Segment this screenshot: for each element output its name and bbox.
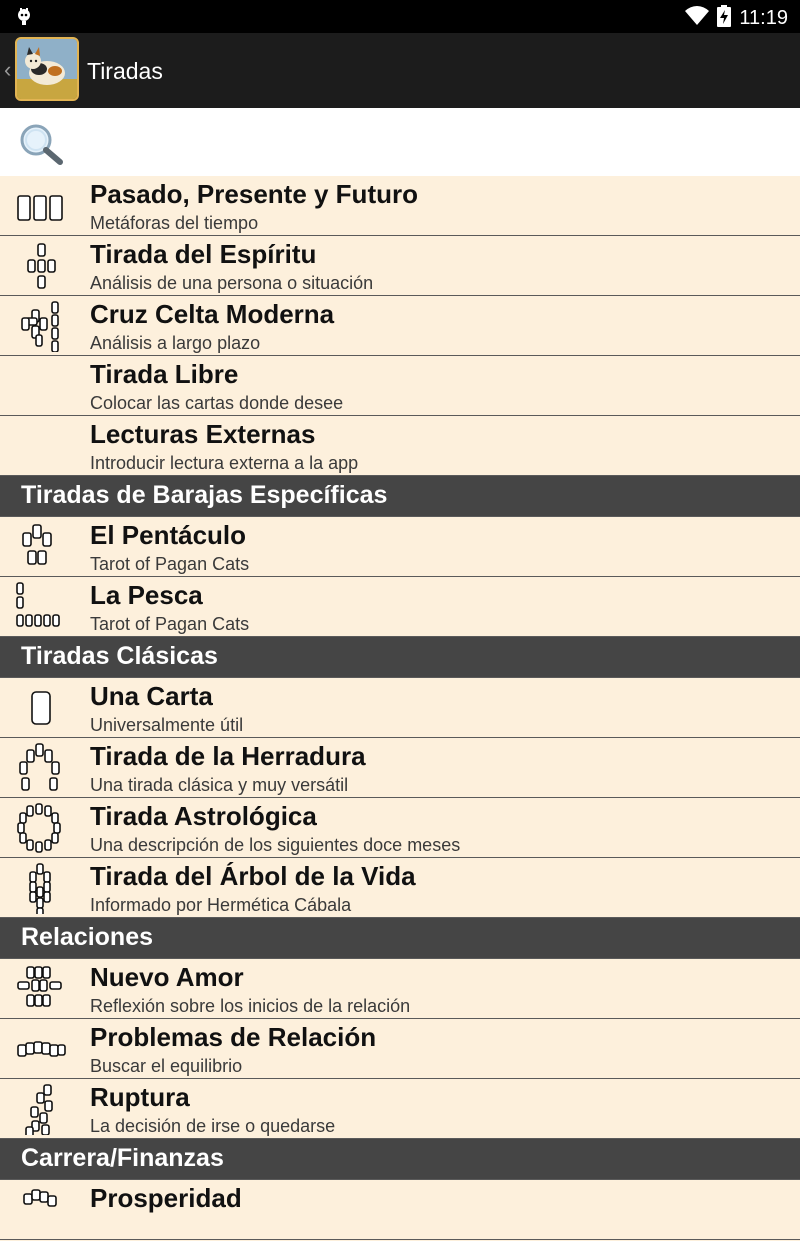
card-slot <box>32 1190 40 1200</box>
card-slot <box>48 260 55 272</box>
card-slot <box>43 533 51 546</box>
list-item[interactable] <box>0 959 800 1019</box>
spread-thumbnail <box>14 802 68 854</box>
spread-thumbnail <box>14 180 68 232</box>
card-slot <box>53 615 59 626</box>
card-slot <box>22 778 29 790</box>
list-item-title: Tirada de la Herradura <box>90 741 366 771</box>
card-slot <box>58 1045 65 1055</box>
card-slot <box>40 1192 48 1202</box>
card-slot <box>42 1125 49 1135</box>
list-item-title: Una Carta <box>90 681 213 711</box>
list-item[interactable] <box>0 1079 800 1139</box>
card-slot <box>38 276 45 288</box>
list-item[interactable] <box>0 176 800 236</box>
card-slot <box>43 995 50 1006</box>
new-love-spread-icon <box>14 963 68 1015</box>
card-slot <box>54 823 60 833</box>
list-item-title: El Pentáculo <box>90 520 247 550</box>
card-slot <box>17 597 23 608</box>
card-slot <box>30 892 36 902</box>
three-cards-spread-icon <box>14 180 68 232</box>
card-slot <box>34 196 46 220</box>
card-slot <box>27 806 33 816</box>
card-slot <box>50 196 62 220</box>
pentacle-spread-icon <box>14 521 68 573</box>
card-slot <box>20 833 26 843</box>
list-item-title: Ruptura <box>90 1082 190 1112</box>
card-slot <box>35 967 42 978</box>
card-slot <box>40 1113 47 1123</box>
spread-thumbnail <box>14 963 68 1015</box>
card-slot <box>38 551 46 564</box>
card-slot <box>26 1043 34 1054</box>
card-slot <box>50 1045 58 1056</box>
card-slot <box>52 315 58 326</box>
list-item-subtitle: Reflexión sobre los inicios de la relación <box>90 996 411 1016</box>
spread-thumbnail <box>14 682 68 734</box>
battery-charging-icon <box>717 5 731 32</box>
card-slot <box>24 1194 32 1204</box>
list-item[interactable] <box>0 296 800 356</box>
card-slot <box>42 1043 50 1054</box>
card-slot <box>26 615 32 626</box>
section-header: Tiradas de Barajas Específicas <box>0 476 800 517</box>
card-slot <box>43 967 50 978</box>
list-item-subtitle: Una descripción de los siguientes doce meses <box>90 835 461 855</box>
card-slot <box>36 842 42 852</box>
card-slot <box>37 908 43 914</box>
card-slot <box>44 615 50 626</box>
spread-thumbnail <box>14 581 68 633</box>
android-notification-icon <box>16 6 32 31</box>
card-slot <box>32 980 39 991</box>
card-slot <box>44 872 50 882</box>
section-header: Relaciones <box>0 918 800 959</box>
spread-thumbnail <box>14 300 68 352</box>
spread-thumbnail <box>14 742 68 794</box>
spread-thumbnail <box>14 521 68 573</box>
list-item[interactable] <box>0 416 800 476</box>
list-item-title: Prosperidad <box>90 1183 242 1213</box>
list-item[interactable] <box>0 738 800 798</box>
card-slot <box>18 1045 26 1056</box>
list-item-title: Problemas de Relación <box>90 1022 377 1052</box>
card-slot <box>36 335 42 346</box>
list-item-subtitle: Análisis de una persona o situación <box>90 273 374 293</box>
list-item-title: Tirada del Árbol de la Vida <box>90 861 416 891</box>
card-slot <box>44 1085 51 1095</box>
list-item[interactable] <box>0 858 800 918</box>
list-item-title: Tirada Libre <box>90 359 239 389</box>
list-item-subtitle: Tarot of Pagan Cats <box>90 554 250 574</box>
search-icon[interactable] <box>18 122 64 171</box>
card-slot <box>36 744 43 756</box>
celtic-cross-spread-icon <box>14 300 68 352</box>
card-slot <box>28 551 36 564</box>
card-slot <box>23 533 31 546</box>
list-item-title: Pasado, Presente y Futuro <box>90 179 418 209</box>
list-item-subtitle: Introducir lectura externa a la app <box>90 453 359 473</box>
app-logo-cat-icon[interactable] <box>15 37 79 101</box>
card-slot <box>45 840 51 850</box>
card-slot <box>44 882 50 892</box>
list-item-subtitle: La decisión de irse o quedarse <box>90 1116 336 1136</box>
section-header: Carrera/Finanzas <box>0 1139 800 1180</box>
status-bar <box>0 0 800 33</box>
list-item-subtitle: Tarot of Pagan Cats <box>90 614 250 634</box>
card-slot <box>34 1042 42 1053</box>
card-slot <box>37 898 43 908</box>
tree-of-life-spread-icon <box>14 862 68 914</box>
spread-list <box>0 176 800 1240</box>
app-title: Tiradas <box>87 58 163 84</box>
card-slot <box>22 318 29 330</box>
card-slot <box>27 967 34 978</box>
relationship-problems-spread-icon <box>14 1023 68 1075</box>
card-slot <box>44 892 50 902</box>
list-item-subtitle: Informado por Hermética Cábala <box>90 895 352 915</box>
list-item[interactable] <box>0 1019 800 1079</box>
card-slot <box>37 1093 44 1103</box>
card-slot <box>26 1127 33 1135</box>
spread-thumbnail <box>14 1184 68 1236</box>
search-bar[interactable] <box>0 108 800 176</box>
spread-thumbnail <box>14 360 68 412</box>
card-slot <box>27 750 34 762</box>
astrological-spread-icon <box>14 802 68 854</box>
card-slot <box>38 244 45 256</box>
card-slot <box>35 995 42 1006</box>
prosperity-spread-icon <box>14 1184 68 1236</box>
list-item[interactable] <box>0 1180 800 1240</box>
list-item[interactable] <box>0 678 800 738</box>
card-slot <box>20 813 26 823</box>
card-slot <box>18 823 24 833</box>
card-slot <box>17 615 23 626</box>
card-slot <box>18 982 29 989</box>
card-slot <box>52 302 58 313</box>
clock: 11:19 <box>739 7 788 29</box>
card-slot <box>40 318 47 330</box>
card-slot <box>27 840 33 850</box>
action-bar <box>0 33 800 108</box>
wifi-icon <box>685 6 709 31</box>
card-slot <box>33 525 41 538</box>
card-slot <box>45 806 51 816</box>
card-slot <box>45 1101 52 1111</box>
spread-thumbnail <box>14 862 68 914</box>
card-slot <box>35 615 41 626</box>
list-item[interactable] <box>0 798 800 858</box>
card-slot <box>20 762 27 774</box>
list-item-title: Cruz Celta Moderna <box>90 299 335 329</box>
card-slot <box>52 762 59 774</box>
card-slot <box>40 980 47 991</box>
list-item-title: Tirada del Espíritu <box>90 239 317 269</box>
list-item-subtitle: Metáforas del tiempo <box>90 213 259 233</box>
card-slot <box>52 813 58 823</box>
spread-thumbnail <box>14 420 68 472</box>
card-slot <box>31 1107 38 1117</box>
card-slot <box>50 778 57 790</box>
list-item-title: La Pesca <box>90 580 203 610</box>
card-slot <box>45 750 52 762</box>
card-slot <box>38 260 45 272</box>
list-item-title: Lecturas Externas <box>90 419 316 449</box>
card-slot <box>37 864 43 874</box>
card-slot <box>52 833 58 843</box>
section-header: Tiradas Clásicas <box>0 637 800 678</box>
breakup-spread-icon <box>14 1083 68 1135</box>
list-item[interactable] <box>0 577 800 637</box>
list-item-title: Tirada Astrológica <box>90 801 317 831</box>
list-item[interactable] <box>0 236 800 296</box>
card-slot <box>27 995 34 1006</box>
list-item-subtitle: Colocar las cartas donde desee <box>90 393 344 413</box>
list-item-subtitle: Análisis a largo plazo <box>90 333 261 353</box>
card-slot <box>30 872 36 882</box>
card-slot <box>28 260 35 272</box>
spread-thumbnail <box>14 240 68 292</box>
card-slot <box>52 341 58 352</box>
card-slot <box>50 982 61 989</box>
card-slot <box>37 887 43 897</box>
list-item-subtitle: Buscar el equilibrio <box>90 1056 243 1076</box>
list-item[interactable] <box>0 517 800 577</box>
one-card-icon <box>14 682 68 734</box>
card-slot <box>32 692 50 724</box>
card-slot <box>36 804 42 814</box>
back-chevron-icon[interactable]: ‹ <box>4 57 12 82</box>
horseshoe-spread-icon <box>14 742 68 794</box>
card-slot <box>18 196 30 220</box>
list-item-subtitle: Una tirada clásica y muy versátil <box>90 775 349 795</box>
list-item-title: Nuevo Amor <box>90 962 244 992</box>
spirit-spread-icon <box>14 240 68 292</box>
card-slot <box>17 583 23 594</box>
list-item-subtitle: Universalmente útil <box>90 715 244 735</box>
fishing-spread-icon <box>14 581 68 633</box>
card-slot <box>52 328 58 339</box>
spread-thumbnail <box>14 1083 68 1135</box>
list-item[interactable] <box>0 356 800 416</box>
spread-thumbnail <box>14 1023 68 1075</box>
card-slot <box>30 882 36 892</box>
